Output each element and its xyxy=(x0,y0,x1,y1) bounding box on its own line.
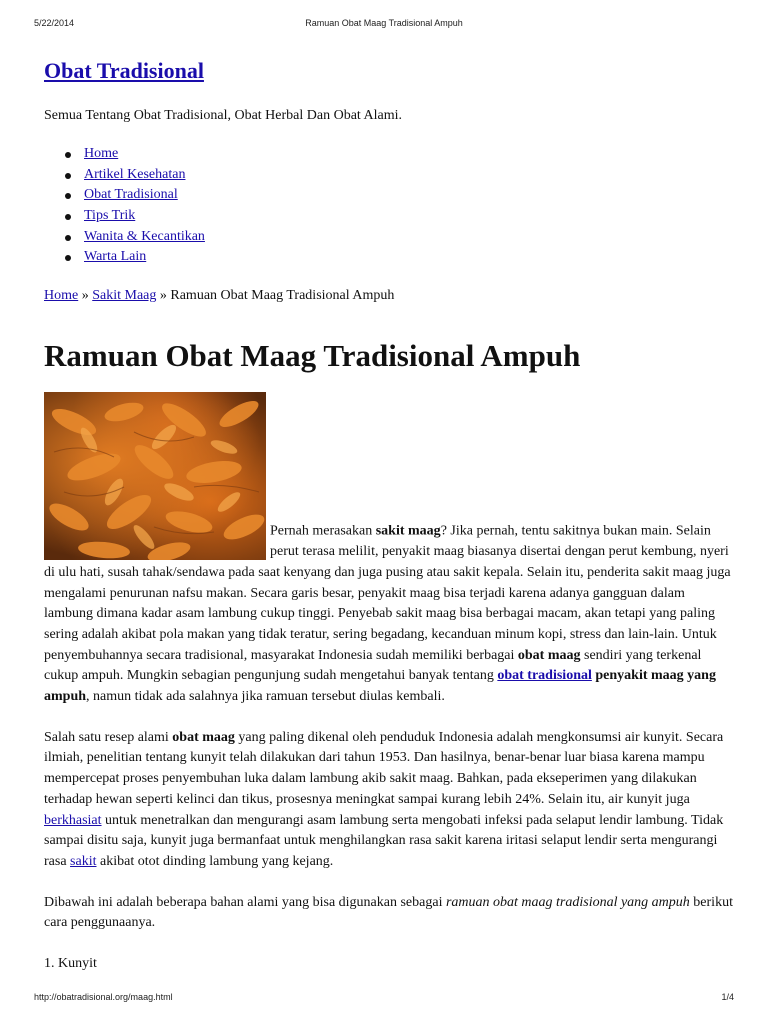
print-header xyxy=(0,18,768,30)
breadcrumb-category-link[interactable]: Sakit Maag xyxy=(92,288,157,304)
list-item-heading: 1. Kunyit xyxy=(44,956,97,972)
breadcrumb xyxy=(44,286,734,306)
text-bold: sakit maag xyxy=(375,523,441,539)
paragraph xyxy=(44,893,734,934)
text: Pernah merasakan xyxy=(270,523,376,539)
sakit-link[interactable]: sakit xyxy=(70,853,97,869)
print-page-number: 1/4 xyxy=(721,992,734,1002)
nav-item-warta-lain xyxy=(84,247,734,268)
nav-link-home[interactable]: Home xyxy=(84,146,119,161)
article-title: Ramuan Obat Maag Tradisional Ampuh xyxy=(44,338,581,374)
bullet-icon xyxy=(65,214,71,220)
article-body xyxy=(44,376,734,974)
text: ? Jika pernah, tentu sakitnya bukan main. Selain perut terasa melilit, penyakit maag biasanya disertai dengan perut kembung, nyeri di ulu hati, susah tahak/sendawa pada saat kenyang dan juga pusing atau sakit kepala. Selain itu, penderita sakit maag juga mengalami penurunan nafsu makan. Secara garis besar, penyakit maag bisa terjadi karena adanya gangguan dalam lambung dimana kadar asam lambung cukup tinggi. Penyebab sakit maag bisa berbagai macam, akan tetapi yang paling sering adalah akibat pola makan yang tidak teratur, sering begadang, kecanduan minum kopi, stress dan lain-lain. Untuk penyembuhannya secara tradisional, masyarakat Indonesia sudah memiliki berbagai xyxy=(44,523,731,663)
text-bold: penyakit maag yang ampuh xyxy=(44,668,716,705)
bullet-icon xyxy=(65,235,71,241)
nav-link-wanita-kecantikan[interactable]: Wanita & Kecantikan xyxy=(84,228,205,244)
print-date: 5/22/2014 xyxy=(34,18,75,28)
text: untuk menetralkan dan mengurangi asam lambung serta mengobati infeksi pada selaput lendir lambung. Tidak sampai disitu saja, kunyit juga bermanfaat untuk menghilangkan rasa sakit karena iritasi selaput lendir serta mengurangi rasa xyxy=(44,812,724,869)
text: Dibawah ini adalah beberapa bahan alami yang bisa digunakan sebagai xyxy=(44,894,446,910)
main-nav xyxy=(44,144,734,268)
page-content xyxy=(44,56,734,974)
text: sendiri yang terkenal cukup ampuh. Mungkin sebagian pengunjung sudah mengetahui banyak tentang xyxy=(44,647,702,684)
breadcrumb-current: Ramuan Obat Maag Tradisional Ampuh xyxy=(170,288,395,304)
nav-item-artikel-kesehatan xyxy=(84,165,734,186)
nav-link-tips-trik[interactable]: Tips Trik xyxy=(84,208,136,224)
text: akibat otot dinding lambung yang kejang. xyxy=(96,853,334,869)
nav-item-wanita-kecantikan xyxy=(84,227,734,248)
text: , namun tidak ada salahnya jika ramuan tersebut diulas kembali. xyxy=(86,689,445,705)
nav-item-tips-trik xyxy=(84,206,734,227)
breadcrumb-home-link[interactable]: Home xyxy=(44,288,79,304)
bullet-icon xyxy=(65,255,71,261)
bullet-icon xyxy=(65,193,71,199)
print-url: http://obatradisional.org/maag.html xyxy=(34,992,173,1002)
nav-link-obat-tradisional[interactable]: Obat Tradisional xyxy=(84,187,178,203)
berkhasiat-link[interactable]: berkhasiat xyxy=(44,812,102,828)
text: Salah satu resep alami xyxy=(44,729,173,745)
bullet-icon xyxy=(65,152,71,158)
text: yang paling dikenal oleh penduduk Indonesia adalah mengkonsumsi air kunyit. Secara ilmiah, penelitian tentang kunyit telah dilakukan dari tahun 1953. Dan hasilnya, benar-benar luar biasa karena mampu mempercepat proses penyembuhan luka dalam lambung akib sakit maag. Bahkan, pada ekseperimen yang dilakukan terhadap hewan seperti kelinci dan tikus, prosesnya meningkat sampai kurang lebih 24%. Selain itu, air kunyit juga xyxy=(44,729,724,807)
text-italic: ramuan obat maag tradisional yang ampuh xyxy=(445,894,690,910)
site-title-link[interactable]: Obat Tradisional xyxy=(44,58,204,83)
nav-item-home xyxy=(84,144,734,165)
nav-link-warta-lain[interactable]: Warta Lain xyxy=(84,249,147,265)
nav-link-artikel-kesehatan[interactable]: Artikel Kesehatan xyxy=(84,166,186,182)
print-footer xyxy=(0,992,768,1004)
paragraph xyxy=(44,728,734,873)
breadcrumb-separator: » xyxy=(156,288,171,304)
turmeric-photo-icon xyxy=(44,392,266,560)
text-bold: obat maag xyxy=(517,647,581,663)
bullet-icon xyxy=(65,173,71,179)
print-title: Ramuan Obat Maag Tradisional Ampuh xyxy=(305,18,463,28)
site-title xyxy=(44,56,734,86)
turmeric-rhizomes-icon xyxy=(44,392,266,560)
nav-item-obat-tradisional xyxy=(84,185,734,206)
obat-tradisional-link[interactable]: obat tradisional xyxy=(497,668,592,684)
breadcrumb-separator: » xyxy=(78,288,93,304)
text: berikut cara penggunaanya. xyxy=(44,894,733,931)
site-tagline: Semua Tentang Obat Tradisional, Obat Herbal Dan Obat Alami. xyxy=(44,108,403,123)
text-bold: obat maag xyxy=(172,729,235,745)
